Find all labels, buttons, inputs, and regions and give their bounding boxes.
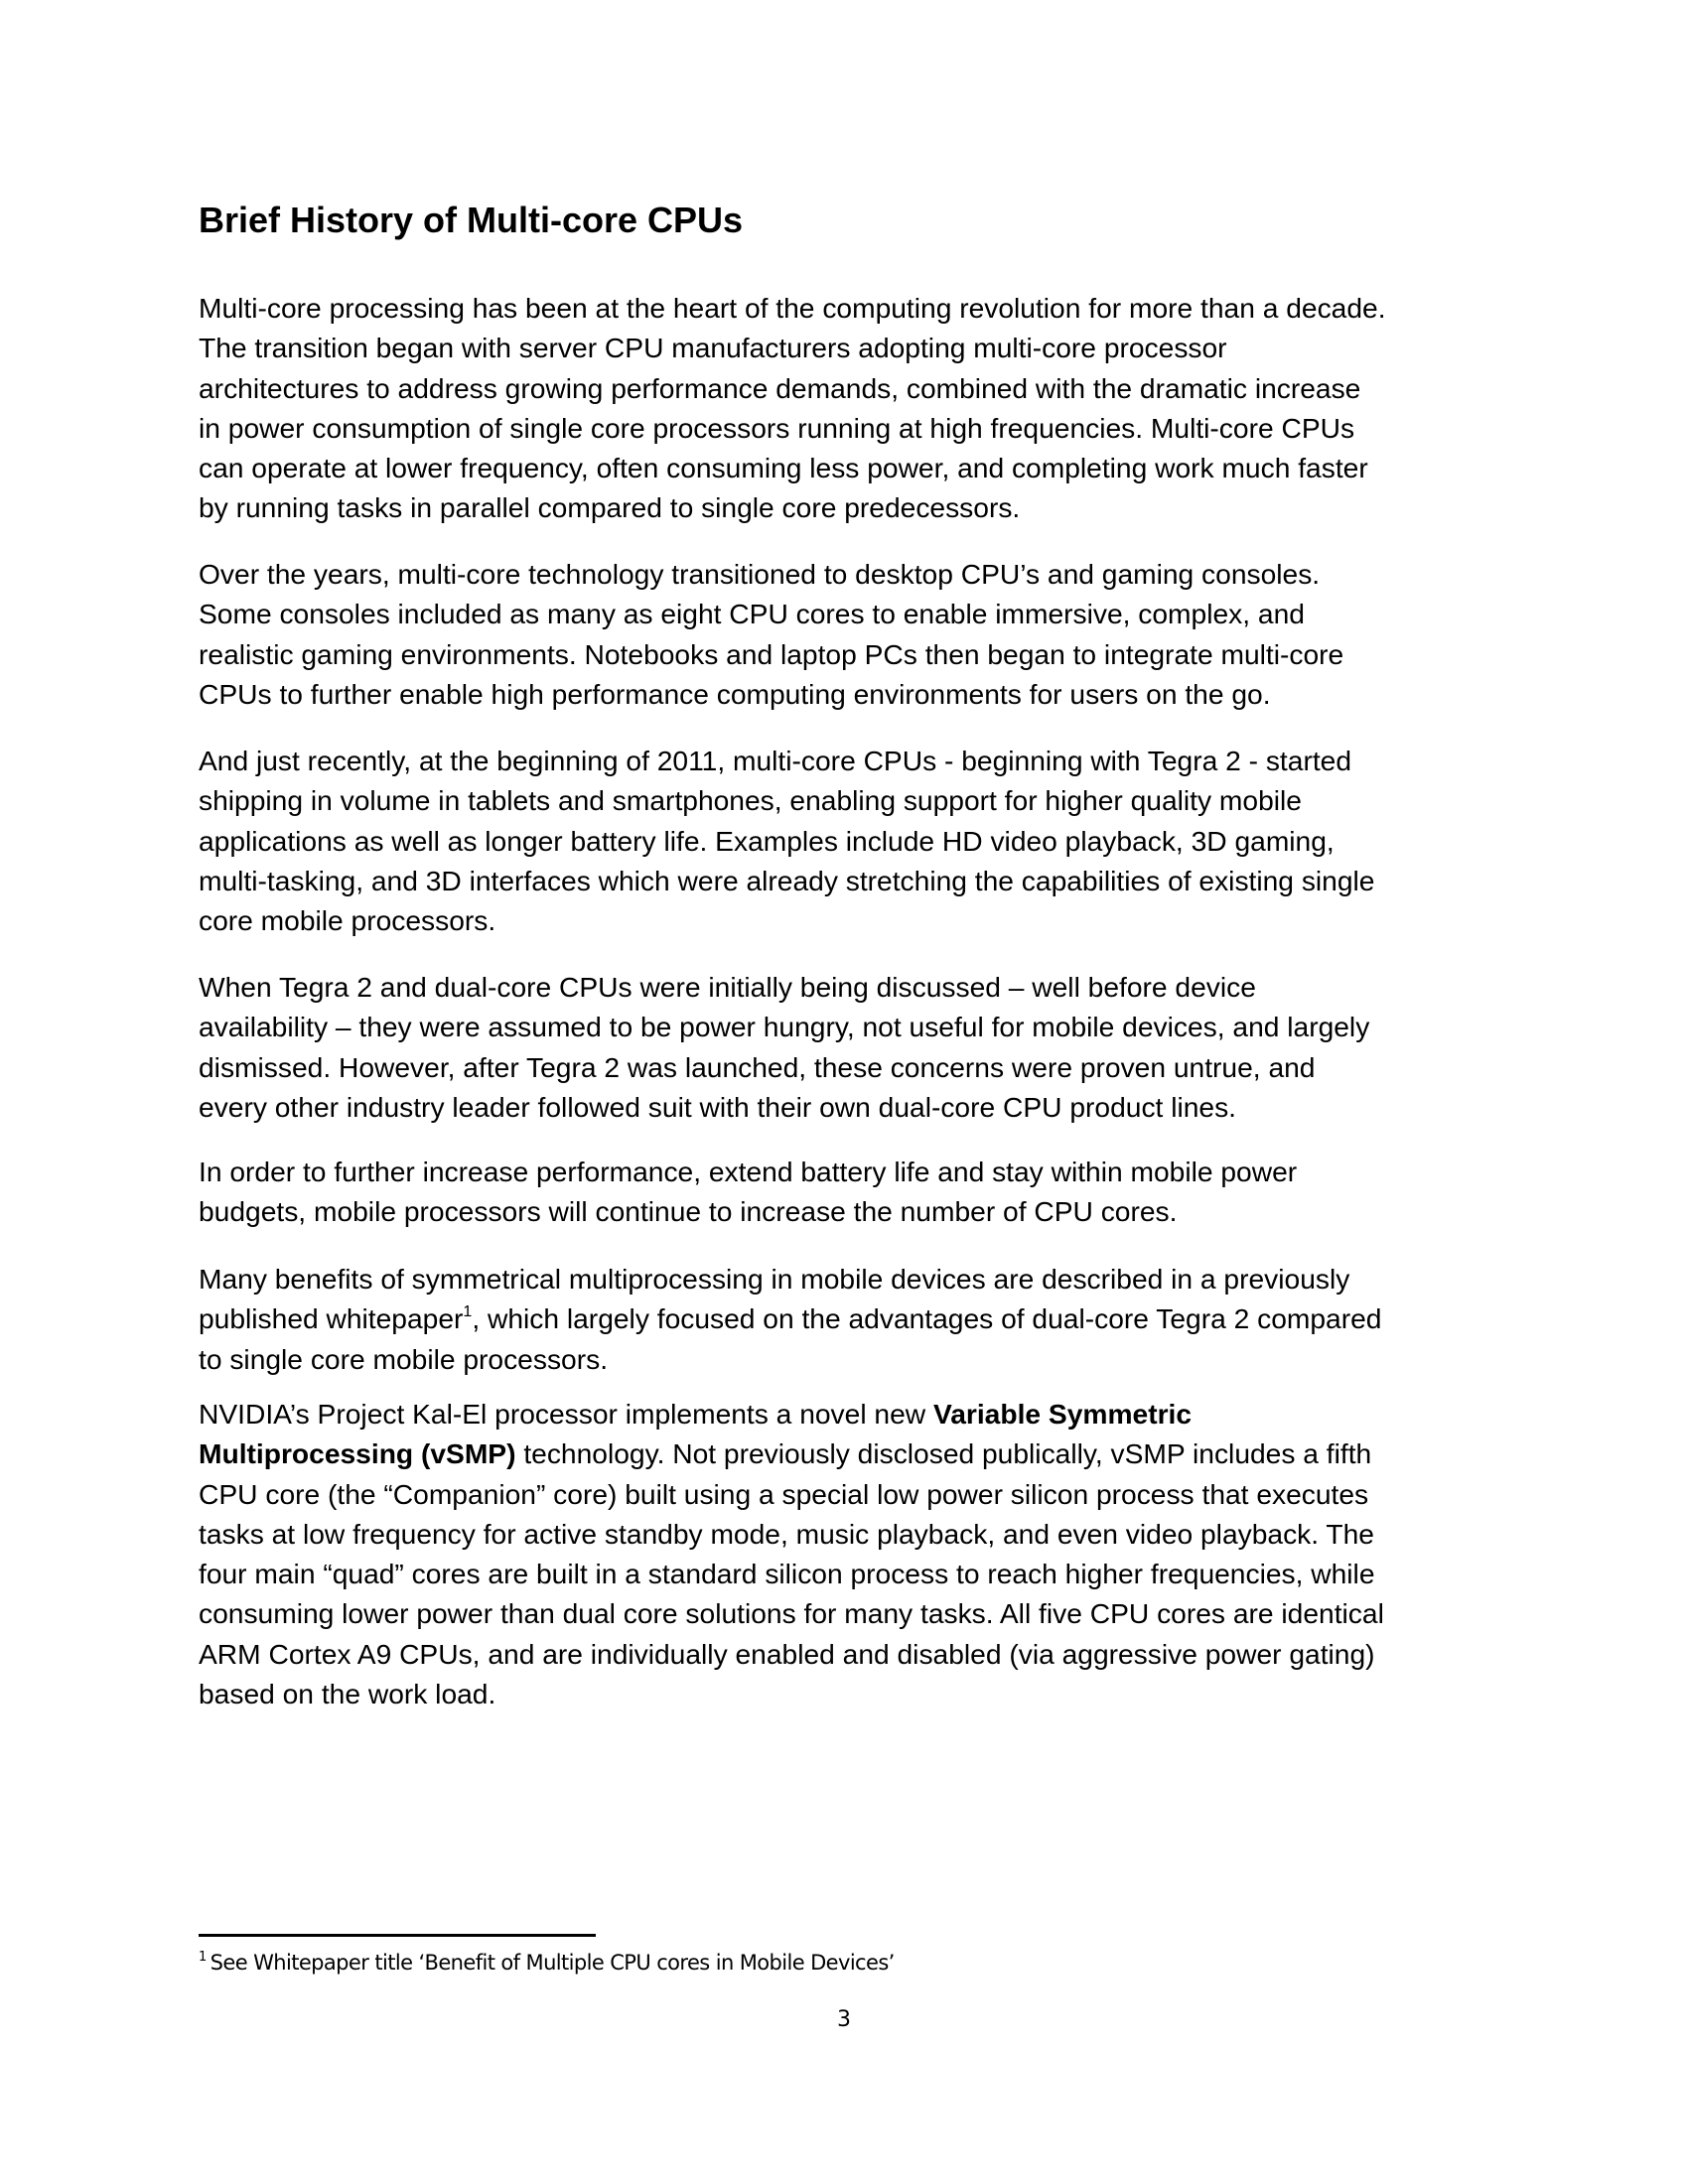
text-line: four main “quad” cores are built in a standard silicon process to reach higher frequencies, while: [199, 1558, 1375, 1590]
text-line: In order to further increase performance, extend battery life and stay within mobile power: [199, 1156, 1298, 1187]
text-line: Some consoles included as many as eight CPU cores to enable immersive, complex, and: [199, 598, 1305, 630]
text-line: core mobile processors.: [199, 904, 496, 937]
text-line: architectures to address growing performance demands, combined with the dramatic increase: [199, 371, 1361, 404]
text-line: to single core mobile processors.: [199, 1342, 609, 1375]
footnote-reference[interactable]: 1: [463, 1303, 473, 1321]
page-number: 3: [837, 2007, 851, 2032]
paragraph-3: [199, 741, 1509, 940]
bold-term: Multiprocessing (vSMP): [199, 1437, 516, 1470]
paragraph-4: [199, 967, 1509, 1127]
footnote: [199, 1948, 895, 1978]
paragraph-1: [199, 288, 1509, 528]
text-line: CPU core (the “Companion” core) built using a special low power silicon process that executes: [199, 1477, 1369, 1510]
text-line: When Tegra 2 and dual-core CPUs were initially being discussed – well before device: [199, 971, 1256, 1003]
paragraph-5: [199, 1152, 1509, 1232]
paragraph-7: [199, 1394, 1509, 1713]
text-line: dismissed. However, after Tegra 2 was launched, these concerns were proven untrue, and: [199, 1050, 1316, 1083]
text-line: Many benefits of symmetrical multiprocessing in mobile devices are described in a previously: [199, 1263, 1350, 1295]
text-line: multi-tasking, and 3D interfaces which were already stretching the capabilities of existing single: [199, 864, 1375, 896]
text-segment: technology. Not previously disclosed publically, vSMP includes a fifth: [515, 1437, 1372, 1470]
text-line: can operate at lower frequency, often consuming less power, and completing work much faster: [199, 452, 1368, 484]
footnote-text: See Whitepaper title ‘Benefit of Multiple CPU cores in Mobile Devices’: [210, 1951, 895, 1975]
text-line: availability – they were assumed to be power hungry, not useful for mobile devices, and largely: [199, 1011, 1370, 1043]
text-line: budgets, mobile processors will continue to increase the number of CPU cores.: [199, 1195, 1178, 1228]
text-line: The transition began with server CPU manufacturers adopting multi-core processor: [199, 332, 1227, 364]
text-line: [199, 1298, 1509, 1338]
text-line: every other industry leader followed suit with their own dual-core CPU product lines.: [199, 1090, 1237, 1123]
text-line: by running tasks in parallel compared to single core predecessors.: [199, 491, 1021, 524]
paragraph-2: [199, 554, 1509, 714]
text-segment: published whitepaper: [199, 1302, 464, 1335]
footnote-separator: [199, 1934, 596, 1937]
text-line: CPUs to further enable high performance computing environments for users on the go.: [199, 677, 1271, 710]
text-line: in power consumption of single core processors running at high frequencies. Multi-core CPUs: [199, 411, 1355, 444]
text-line: based on the work load.: [199, 1678, 496, 1710]
text-line: tasks at low frequency for active standby mode, music playback, and even video playback. The: [199, 1517, 1374, 1550]
text-line: consuming lower power than dual core solutions for many tasks. All five CPU cores are identical: [199, 1597, 1384, 1630]
text-segment: NVIDIA’s Project Kal-El processor implements a novel new: [199, 1398, 933, 1430]
paragraph-6: [199, 1259, 1509, 1379]
text-segment: , which largely focused on the advantages of dual-core Tegra 2 compared: [472, 1302, 1382, 1335]
text-line: ARM Cortex A9 CPUs, and are individually enabled and disabled (via aggressive power gating): [199, 1637, 1375, 1670]
text-line: And just recently, at the beginning of 2011, multi-core CPUs - beginning with Tegra 2 - started: [199, 745, 1352, 776]
section-heading: Brief History of Multi-core CPUs: [199, 200, 744, 240]
text-line: realistic gaming environments. Notebooks and laptop PCs then began to integrate multi-core: [199, 637, 1344, 670]
footnote-marker: 1: [199, 1950, 207, 1965]
text-line: shipping in volume in tablets and smartphones, enabling support for higher quality mobile: [199, 784, 1302, 817]
bold-term: Variable Symmetric: [932, 1398, 1193, 1430]
text-line: Over the years, multi-core technology transitioned to desktop CPU’s and gaming consoles.: [199, 558, 1321, 590]
text-line: Multi-core processing has been at the heart of the computing revolution for more than a decade.: [199, 292, 1386, 324]
text-line: applications as well as longer battery life. Examples include HD video playback, 3D gaming,: [199, 824, 1335, 857]
text-line: [199, 1394, 1509, 1433]
text-line: [199, 1433, 1509, 1473]
